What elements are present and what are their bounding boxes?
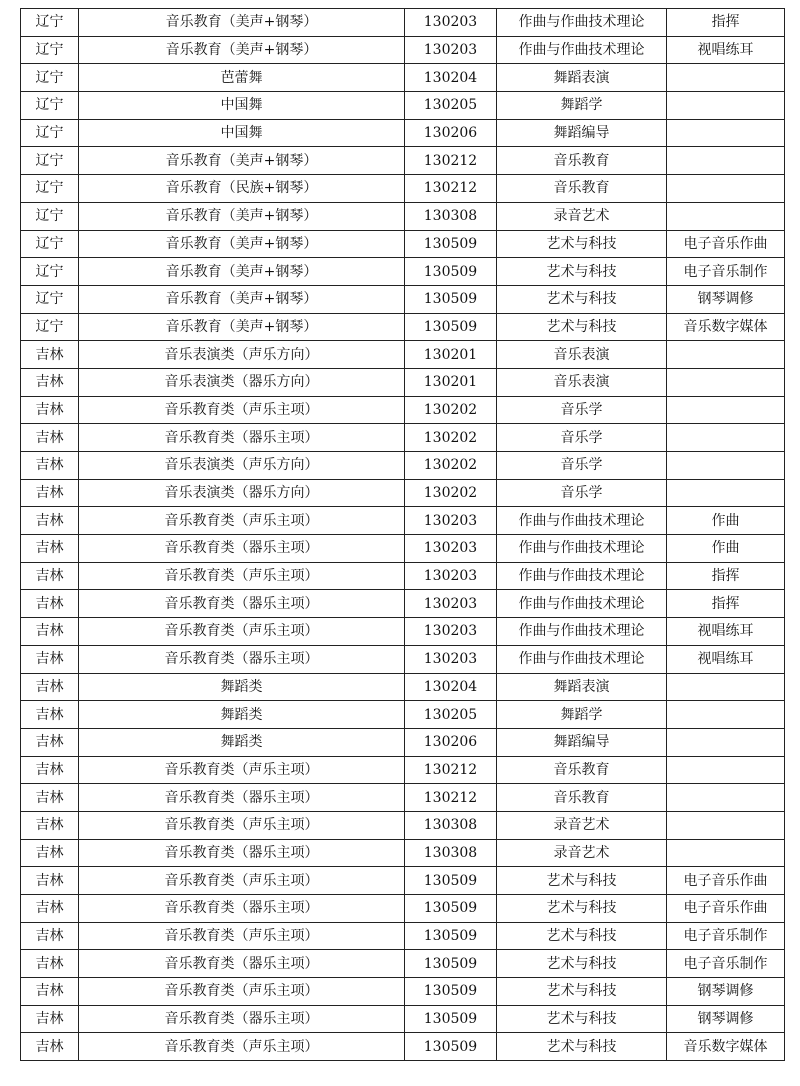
table-row <box>21 258 785 286</box>
exam-category-cell: 音乐教育类（器乐主项） <box>79 1005 405 1033</box>
major-name-cell: 艺术与科技 <box>497 922 667 950</box>
major-name-cell: 录音艺术 <box>497 202 667 230</box>
exam-category-cell: 音乐教育类（器乐主项） <box>79 424 405 452</box>
province-cell: 吉林 <box>21 756 79 784</box>
table-row <box>21 368 785 396</box>
province-cell: 吉林 <box>21 479 79 507</box>
exam-category-cell: 音乐教育（美声+钢琴） <box>79 9 405 37</box>
major-name-cell: 音乐学 <box>497 452 667 480</box>
exam-category-cell: 音乐教育（美声+钢琴） <box>79 285 405 313</box>
major-code-cell: 130212 <box>405 756 497 784</box>
province-cell: 吉林 <box>21 839 79 867</box>
major-name-cell: 艺术与科技 <box>497 258 667 286</box>
major-name-cell: 艺术与科技 <box>497 285 667 313</box>
exam-category-cell: 音乐表演类（声乐方向） <box>79 341 405 369</box>
table-row <box>21 64 785 92</box>
province-cell: 辽宁 <box>21 285 79 313</box>
table-row <box>21 618 785 646</box>
table-row <box>21 119 785 147</box>
province-cell: 吉林 <box>21 341 79 369</box>
table-row <box>21 1033 785 1061</box>
major-code-cell: 130308 <box>405 202 497 230</box>
table-row <box>21 1005 785 1033</box>
province-cell: 吉林 <box>21 645 79 673</box>
direction-cell: 电子音乐制作 <box>667 258 785 286</box>
province-cell: 辽宁 <box>21 313 79 341</box>
table-row <box>21 645 785 673</box>
province-cell: 辽宁 <box>21 92 79 120</box>
exam-category-cell: 舞蹈类 <box>79 728 405 756</box>
major-name-cell: 音乐教育 <box>497 175 667 203</box>
major-name-cell: 作曲与作曲技术理论 <box>497 645 667 673</box>
major-name-cell: 音乐教育 <box>497 147 667 175</box>
major-name-cell: 作曲与作曲技术理论 <box>497 9 667 37</box>
direction-cell <box>667 452 785 480</box>
table-row <box>21 313 785 341</box>
province-cell: 吉林 <box>21 424 79 452</box>
major-code-cell: 130203 <box>405 645 497 673</box>
major-name-cell: 作曲与作曲技术理论 <box>497 562 667 590</box>
major-name-cell: 艺术与科技 <box>497 1005 667 1033</box>
exam-category-cell: 音乐教育类（器乐主项） <box>79 645 405 673</box>
direction-cell: 作曲 <box>667 535 785 563</box>
direction-cell <box>667 784 785 812</box>
province-cell: 吉林 <box>21 618 79 646</box>
table-row <box>21 285 785 313</box>
province-cell: 吉林 <box>21 811 79 839</box>
major-code-cell: 130509 <box>405 1005 497 1033</box>
direction-cell <box>667 479 785 507</box>
admissions-table <box>20 8 785 1061</box>
table-row <box>21 535 785 563</box>
table-row <box>21 867 785 895</box>
major-name-cell: 艺术与科技 <box>497 895 667 923</box>
direction-cell <box>667 756 785 784</box>
table-row <box>21 92 785 120</box>
exam-category-cell: 舞蹈类 <box>79 701 405 729</box>
exam-category-cell: 音乐教育（美声+钢琴） <box>79 147 405 175</box>
table-row <box>21 839 785 867</box>
direction-cell: 电子音乐制作 <box>667 950 785 978</box>
major-code-cell: 130201 <box>405 341 497 369</box>
major-name-cell: 作曲与作曲技术理论 <box>497 535 667 563</box>
province-cell: 辽宁 <box>21 64 79 92</box>
exam-category-cell: 音乐教育（美声+钢琴） <box>79 258 405 286</box>
major-name-cell: 舞蹈编导 <box>497 119 667 147</box>
direction-cell <box>667 64 785 92</box>
table-row <box>21 673 785 701</box>
major-code-cell: 130203 <box>405 507 497 535</box>
major-code-cell: 130308 <box>405 811 497 839</box>
major-code-cell: 130509 <box>405 978 497 1006</box>
table-row <box>21 701 785 729</box>
major-name-cell: 舞蹈表演 <box>497 64 667 92</box>
major-code-cell: 130201 <box>405 368 497 396</box>
exam-category-cell: 音乐教育类（声乐主项） <box>79 811 405 839</box>
major-code-cell: 130509 <box>405 230 497 258</box>
province-cell: 吉林 <box>21 562 79 590</box>
major-name-cell: 艺术与科技 <box>497 867 667 895</box>
major-code-cell: 130206 <box>405 119 497 147</box>
province-cell: 辽宁 <box>21 119 79 147</box>
table-row <box>21 590 785 618</box>
province-cell: 辽宁 <box>21 230 79 258</box>
province-cell: 吉林 <box>21 452 79 480</box>
direction-cell <box>667 839 785 867</box>
major-name-cell: 作曲与作曲技术理论 <box>497 618 667 646</box>
major-code-cell: 130206 <box>405 728 497 756</box>
direction-cell <box>667 701 785 729</box>
table-row <box>21 452 785 480</box>
major-code-cell: 130202 <box>405 424 497 452</box>
province-cell: 吉林 <box>21 1033 79 1061</box>
direction-cell: 电子音乐作曲 <box>667 895 785 923</box>
major-name-cell: 音乐学 <box>497 396 667 424</box>
major-code-cell: 130212 <box>405 175 497 203</box>
major-code-cell: 130509 <box>405 285 497 313</box>
province-cell: 吉林 <box>21 950 79 978</box>
direction-cell <box>667 424 785 452</box>
major-code-cell: 130308 <box>405 839 497 867</box>
direction-cell: 钢琴调修 <box>667 285 785 313</box>
table-row <box>21 147 785 175</box>
table-row <box>21 922 785 950</box>
major-name-cell: 艺术与科技 <box>497 313 667 341</box>
province-cell: 吉林 <box>21 895 79 923</box>
major-code-cell: 130509 <box>405 1033 497 1061</box>
table-row <box>21 9 785 37</box>
direction-cell: 视唱练耳 <box>667 36 785 64</box>
major-name-cell: 作曲与作曲技术理论 <box>497 590 667 618</box>
province-cell: 辽宁 <box>21 202 79 230</box>
exam-category-cell: 音乐表演类（器乐方向） <box>79 368 405 396</box>
major-code-cell: 130203 <box>405 590 497 618</box>
major-name-cell: 艺术与科技 <box>497 230 667 258</box>
province-cell: 吉林 <box>21 978 79 1006</box>
direction-cell <box>667 396 785 424</box>
major-code-cell: 130202 <box>405 479 497 507</box>
province-cell: 吉林 <box>21 784 79 812</box>
province-cell: 吉林 <box>21 867 79 895</box>
exam-category-cell: 音乐教育（美声+钢琴） <box>79 202 405 230</box>
direction-cell <box>667 202 785 230</box>
province-cell: 吉林 <box>21 535 79 563</box>
exam-category-cell: 舞蹈类 <box>79 673 405 701</box>
major-name-cell: 音乐表演 <box>497 341 667 369</box>
major-name-cell: 录音艺术 <box>497 839 667 867</box>
direction-cell: 音乐数字媒体 <box>667 1033 785 1061</box>
direction-cell: 指挥 <box>667 562 785 590</box>
province-cell: 吉林 <box>21 701 79 729</box>
direction-cell <box>667 175 785 203</box>
major-name-cell: 作曲与作曲技术理论 <box>497 507 667 535</box>
exam-category-cell: 音乐教育类（声乐主项） <box>79 618 405 646</box>
major-code-cell: 130509 <box>405 258 497 286</box>
major-name-cell: 音乐教育 <box>497 784 667 812</box>
direction-cell: 指挥 <box>667 9 785 37</box>
exam-category-cell: 音乐教育类（声乐主项） <box>79 562 405 590</box>
major-code-cell: 130212 <box>405 147 497 175</box>
major-name-cell: 音乐学 <box>497 479 667 507</box>
province-cell: 吉林 <box>21 590 79 618</box>
major-name-cell: 音乐教育 <box>497 756 667 784</box>
major-name-cell: 作曲与作曲技术理论 <box>497 36 667 64</box>
exam-category-cell: 中国舞 <box>79 119 405 147</box>
direction-cell: 钢琴调修 <box>667 978 785 1006</box>
exam-category-cell: 音乐教育类（声乐主项） <box>79 507 405 535</box>
province-cell: 吉林 <box>21 396 79 424</box>
table-row <box>21 36 785 64</box>
major-code-cell: 130205 <box>405 701 497 729</box>
direction-cell: 指挥 <box>667 590 785 618</box>
table-row <box>21 479 785 507</box>
province-cell: 吉林 <box>21 922 79 950</box>
major-name-cell: 舞蹈学 <box>497 701 667 729</box>
exam-category-cell: 音乐教育（美声+钢琴） <box>79 230 405 258</box>
major-name-cell: 舞蹈编导 <box>497 728 667 756</box>
exam-category-cell: 音乐表演类（声乐方向） <box>79 452 405 480</box>
direction-cell <box>667 811 785 839</box>
direction-cell <box>667 728 785 756</box>
direction-cell: 视唱练耳 <box>667 645 785 673</box>
major-code-cell: 130509 <box>405 895 497 923</box>
major-name-cell: 艺术与科技 <box>497 950 667 978</box>
table-row <box>21 562 785 590</box>
major-name-cell: 舞蹈表演 <box>497 673 667 701</box>
major-code-cell: 130509 <box>405 922 497 950</box>
direction-cell <box>667 368 785 396</box>
major-code-cell: 130509 <box>405 867 497 895</box>
direction-cell: 音乐数字媒体 <box>667 313 785 341</box>
province-cell: 吉林 <box>21 1005 79 1033</box>
exam-category-cell: 音乐教育类（声乐主项） <box>79 978 405 1006</box>
exam-category-cell: 音乐教育类（器乐主项） <box>79 590 405 618</box>
major-code-cell: 130509 <box>405 313 497 341</box>
province-cell: 辽宁 <box>21 147 79 175</box>
table-row <box>21 895 785 923</box>
province-cell: 吉林 <box>21 507 79 535</box>
major-code-cell: 130202 <box>405 396 497 424</box>
major-code-cell: 130509 <box>405 950 497 978</box>
major-code-cell: 130202 <box>405 452 497 480</box>
province-cell: 辽宁 <box>21 258 79 286</box>
major-name-cell: 音乐表演 <box>497 368 667 396</box>
exam-category-cell: 音乐教育类（器乐主项） <box>79 535 405 563</box>
major-name-cell: 音乐学 <box>497 424 667 452</box>
major-name-cell: 艺术与科技 <box>497 978 667 1006</box>
province-cell: 吉林 <box>21 728 79 756</box>
table-row <box>21 950 785 978</box>
exam-category-cell: 音乐教育类（声乐主项） <box>79 756 405 784</box>
exam-category-cell: 音乐教育类（器乐主项） <box>79 950 405 978</box>
major-code-cell: 130203 <box>405 9 497 37</box>
table-row <box>21 202 785 230</box>
exam-category-cell: 音乐教育类（声乐主项） <box>79 922 405 950</box>
table-row <box>21 756 785 784</box>
province-cell: 吉林 <box>21 368 79 396</box>
major-code-cell: 130212 <box>405 784 497 812</box>
exam-category-cell: 音乐教育类（声乐主项） <box>79 396 405 424</box>
direction-cell <box>667 147 785 175</box>
table-row <box>21 507 785 535</box>
direction-cell: 电子音乐制作 <box>667 922 785 950</box>
direction-cell: 作曲 <box>667 507 785 535</box>
direction-cell: 视唱练耳 <box>667 618 785 646</box>
province-cell: 辽宁 <box>21 175 79 203</box>
major-code-cell: 130204 <box>405 64 497 92</box>
exam-category-cell: 音乐教育类（器乐主项） <box>79 895 405 923</box>
table-row <box>21 341 785 369</box>
direction-cell <box>667 92 785 120</box>
major-code-cell: 130203 <box>405 36 497 64</box>
province-cell: 辽宁 <box>21 36 79 64</box>
table-row <box>21 230 785 258</box>
major-code-cell: 130205 <box>405 92 497 120</box>
major-name-cell: 录音艺术 <box>497 811 667 839</box>
exam-category-cell: 音乐教育类（器乐主项） <box>79 839 405 867</box>
table-row <box>21 728 785 756</box>
exam-category-cell: 芭蕾舞 <box>79 64 405 92</box>
table-row <box>21 978 785 1006</box>
province-cell: 吉林 <box>21 673 79 701</box>
table-body <box>21 9 785 1061</box>
exam-category-cell: 音乐教育（美声+钢琴） <box>79 36 405 64</box>
exam-category-cell: 音乐表演类（器乐方向） <box>79 479 405 507</box>
direction-cell <box>667 341 785 369</box>
direction-cell <box>667 119 785 147</box>
table-row <box>21 396 785 424</box>
exam-category-cell: 音乐教育类（声乐主项） <box>79 867 405 895</box>
exam-category-cell: 音乐教育（美声+钢琴） <box>79 313 405 341</box>
direction-cell: 电子音乐作曲 <box>667 867 785 895</box>
major-code-cell: 130204 <box>405 673 497 701</box>
major-code-cell: 130203 <box>405 618 497 646</box>
major-name-cell: 舞蹈学 <box>497 92 667 120</box>
direction-cell: 钢琴调修 <box>667 1005 785 1033</box>
exam-category-cell: 中国舞 <box>79 92 405 120</box>
exam-category-cell: 音乐教育类（声乐主项） <box>79 1033 405 1061</box>
table-row <box>21 784 785 812</box>
direction-cell <box>667 673 785 701</box>
exam-category-cell: 音乐教育类（器乐主项） <box>79 784 405 812</box>
province-cell: 辽宁 <box>21 9 79 37</box>
exam-category-cell: 音乐教育（民族+钢琴） <box>79 175 405 203</box>
major-name-cell: 艺术与科技 <box>497 1033 667 1061</box>
direction-cell: 电子音乐作曲 <box>667 230 785 258</box>
table-row <box>21 811 785 839</box>
table-row <box>21 175 785 203</box>
table-row <box>21 424 785 452</box>
major-code-cell: 130203 <box>405 562 497 590</box>
major-code-cell: 130203 <box>405 535 497 563</box>
